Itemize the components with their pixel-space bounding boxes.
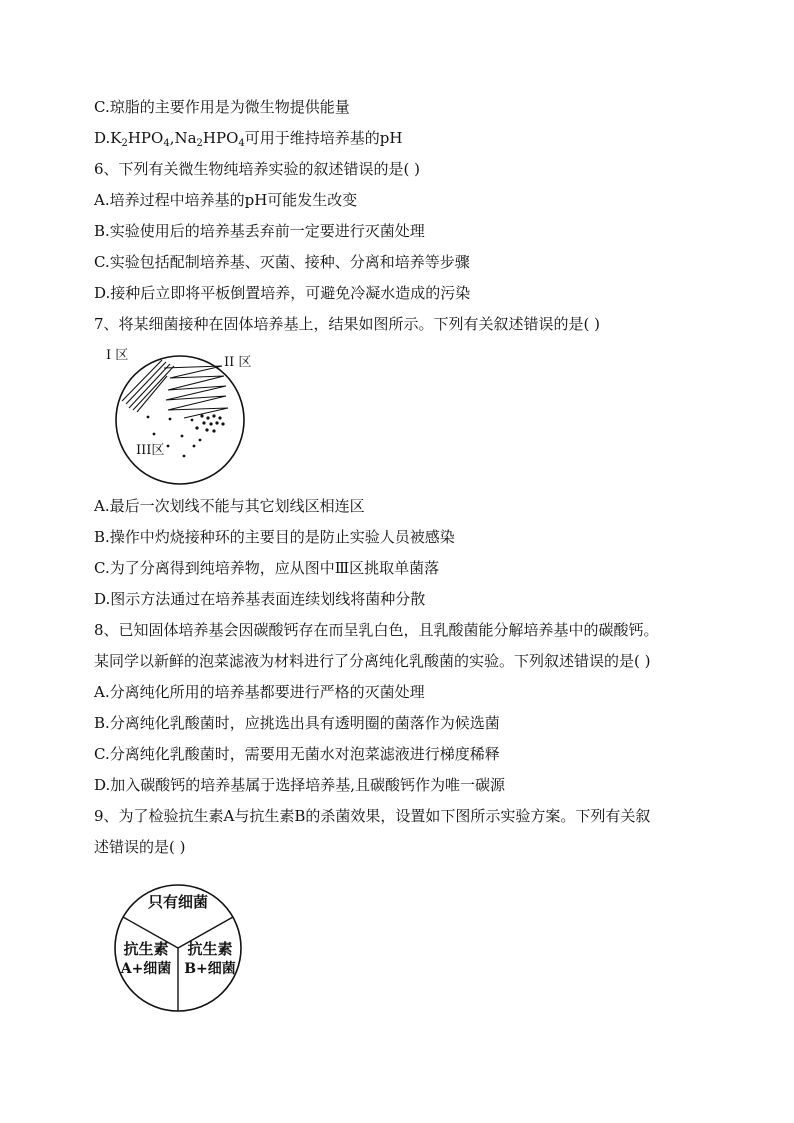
q5-d-text: HPO bbox=[202, 129, 239, 147]
q5-d-sub: 2 bbox=[196, 138, 203, 149]
q6-option-b: B.实验使用后的培养基丢弃前一定要进行灭菌处理 bbox=[94, 222, 425, 240]
q9-stem-line2: 述错误的是( ) bbox=[94, 838, 186, 856]
antibiotic-plate-figure bbox=[106, 882, 250, 1014]
q7-option-a: A.最后一次划线不能与其它划线区相连区 bbox=[94, 497, 365, 515]
q5-option-c: C.琼脂的主要作用是为微生物提供能量 bbox=[94, 98, 350, 116]
sector-right-label-2: B+细菌 bbox=[184, 961, 236, 977]
q7-option-b: B.操作中灼烧接种环的主要目的是防止实验人员被感染 bbox=[94, 528, 455, 546]
sector-right-label-1: 抗生素 bbox=[187, 940, 233, 958]
q5-d-text: D.K bbox=[94, 129, 122, 147]
q6-option-a: A.培养过程中培养基的pH可能发生改变 bbox=[94, 191, 358, 209]
zone3-label: III区 bbox=[136, 443, 165, 458]
q7-option-c: C.为了分离得到纯培养物，应从图中Ⅲ区挑取单菌落 bbox=[94, 559, 440, 577]
sector-left-label-1: 抗生素 bbox=[123, 940, 169, 958]
q8-option-b: B.分离纯化乳酸菌时，应挑选出具有透明圈的菌落作为候选菌 bbox=[94, 714, 500, 732]
antibiotic-plate-svg bbox=[106, 882, 250, 1014]
q9-stem-line1: 9、为了检验抗生素A与抗生素B的杀菌效果，设置如下图所示实验方案。下列有关叙 bbox=[94, 807, 651, 825]
q8-stem-line2: 某同学以新鲜的泡菜滤液为材料进行了分离纯化乳酸菌的实验。下列叙述错误的是( ) bbox=[94, 652, 651, 670]
q8-option-d: D.加入碳酸钙的培养基属于选择培养基,且碳酸钙作为唯一碳源 bbox=[94, 776, 506, 794]
q5-d-text: HPO bbox=[127, 129, 164, 147]
q6-stem: 6、下列有关微生物纯培养实验的叙述错误的是( ) bbox=[94, 160, 421, 178]
q7-stem: 7、将某细菌接种在固体培养基上，结果如图所示。下列有关叙述错误的是( ) bbox=[94, 315, 601, 333]
q5-d-text: ,Na bbox=[169, 129, 197, 147]
q6-option-d: D.接种后立即将平板倒置培养，可避免冷凝水造成的污染 bbox=[94, 284, 471, 302]
q5-d-sub: 4 bbox=[238, 138, 245, 149]
zone2-streaks bbox=[164, 366, 228, 418]
q7-option-d: D.图示方法通过在培养基表面连续划线将菌种分散 bbox=[94, 590, 426, 608]
q5-d-sub: 2 bbox=[121, 138, 128, 149]
q6-option-c: C.实验包括配制培养基、灭菌、接种、分离和培养等步骤 bbox=[94, 253, 470, 271]
sector-left-label-2: A+细菌 bbox=[120, 961, 172, 977]
q5-option-d bbox=[94, 128, 402, 148]
zone1-label: I 区 bbox=[106, 348, 129, 363]
q8-stem-line1: 8、已知固体培养基会因碳酸钙存在而呈乳白色，且乳酸菌能分解培养基中的碳酸钙。 bbox=[94, 621, 659, 639]
q8-option-c: C.分离纯化乳酸菌时，需要用无菌水对泡菜滤液进行梯度稀释 bbox=[94, 745, 500, 763]
streak-plate-svg bbox=[104, 346, 264, 486]
q5-d-text: 可用于维持培养基的pH bbox=[244, 129, 403, 147]
q5-d-sub: 4 bbox=[163, 138, 170, 149]
sector-top-label: 只有细菌 bbox=[147, 893, 209, 911]
zone2-label: II 区 bbox=[224, 355, 252, 370]
streak-plate-figure bbox=[104, 346, 264, 486]
q8-option-a: A.分离纯化所用的培养基都要进行严格的灭菌处理 bbox=[94, 683, 425, 701]
